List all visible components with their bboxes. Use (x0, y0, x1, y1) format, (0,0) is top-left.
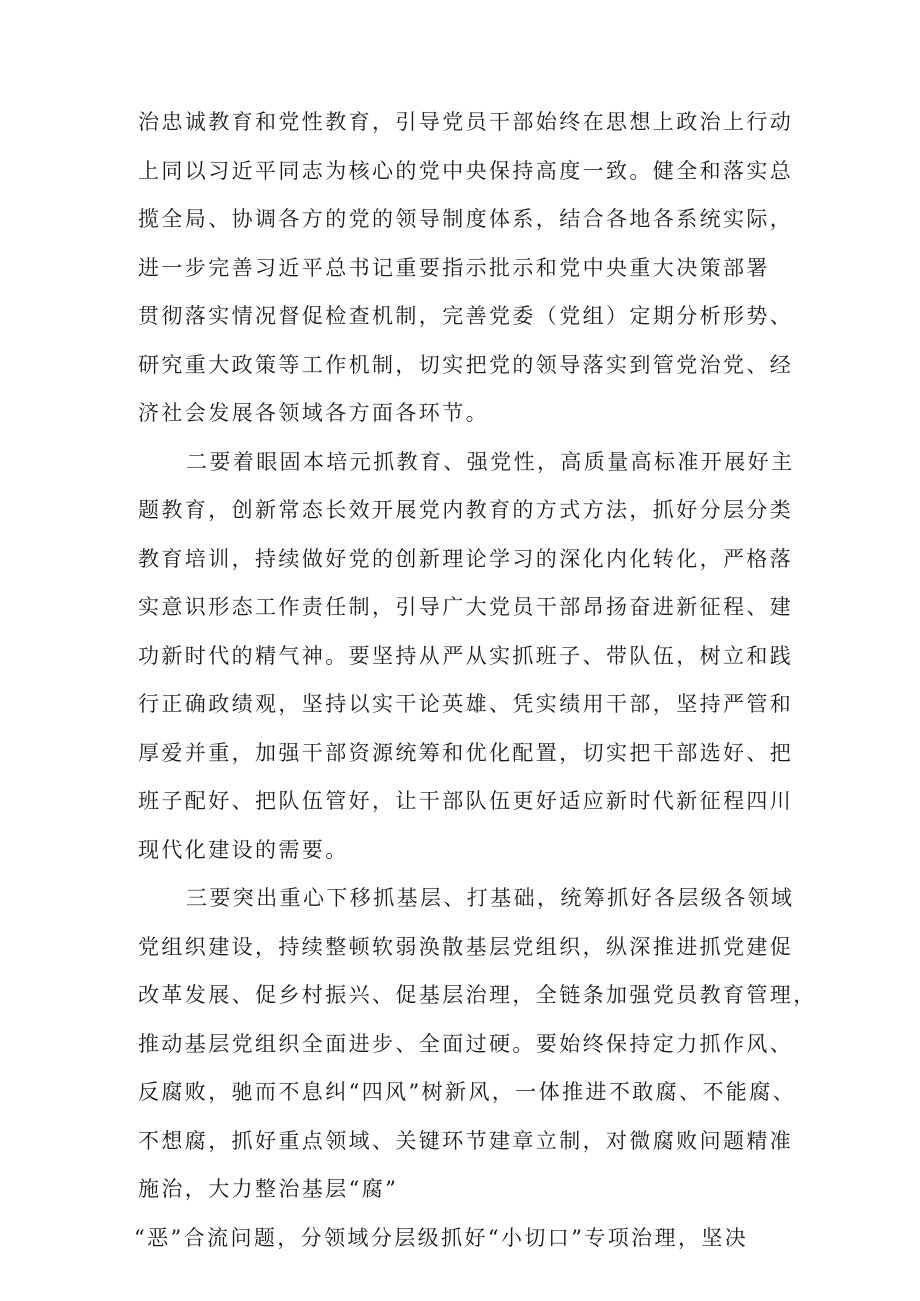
text-line: 上同以习近平同志为核心的党中央保持高度一致。健全和落实总 (138, 158, 794, 183)
text-line: 研究重大政策等工作机制，切实把党的领导落实到管党治党、经 (138, 352, 794, 377)
text-line: 党组织建设，持续整顿软弱涣散基层党组织，纵深推进抓党建促 (138, 934, 794, 959)
text-line: 现代化建设的需要。 (138, 837, 349, 862)
text-line: 三要突出重心下移抓基层、打基础，统筹抓好各层级各领域 (186, 886, 795, 910)
text-line: 行正确政绩观，坚持以实干论英雄、凭实绩用干部，坚持严管和 (138, 692, 794, 716)
text-line: 推动基层党组织全面进步、全面过硬。要始终保持定力抓作风、 (138, 1031, 794, 1056)
text-line: 不想腐，抓好重点领域、关键环节建章立制，对微腐败问题精准 (138, 1128, 794, 1153)
text-line: 改革发展、促乡村振兴、促基层治理，全链条加强党员教育管理， (138, 983, 817, 1007)
text-line: 功新时代的精气神。要坚持从严从实抓班子、带队伍，树立和践 (138, 643, 794, 668)
text-line: “恶”合流问题，分领域分层级抓好“小切口”专项治理，坚决 (134, 1225, 749, 1250)
text-line: 反腐败，驰而不息纠“四风”树新风，一体推进不敢腐、不能腐、 (138, 1080, 797, 1104)
text-line: 揽全局、协调各方的党的领导制度体系，结合各地各系统实际， (138, 207, 794, 231)
text-line: 实意识形态工作责任制，引导广大党员干部昂扬奋进新征程、建 (138, 595, 794, 619)
text-line: 厚爱并重，加强干部资源统筹和优化配置，切实把干部选好、把 (138, 740, 794, 765)
document-body (134, 98, 817, 1262)
text-line: 济社会发展各领域各方面各环节。 (138, 401, 489, 425)
text-line: 治忠诚教育和党性教育，引导党员干部始终在思想上政治上行动 (138, 110, 794, 134)
text-line: 教育培训，持续做好党的创新理论学习的深化内化转化，严格落 (138, 546, 794, 571)
text-line: 二要着眼固本培元抓教育、强党性，高质量高标准开展好主 (186, 449, 795, 474)
text-line: 进一步完善习近平总书记重要指示批示和党中央重大决策部署 (138, 255, 770, 280)
text-line: 题教育，创新常态长效开展党内教育的方式方法，抓好分层分类 (138, 498, 794, 522)
text-line: 班子配好、把队伍管好，让干部队伍更好适应新时代新征程四川 (138, 789, 794, 813)
text-line: 施治，大力整治基层“腐” (138, 1177, 399, 1201)
text-line: 贯彻落实情况督促检查机制，完善党委（党组）定期分析形势、 (138, 304, 794, 328)
